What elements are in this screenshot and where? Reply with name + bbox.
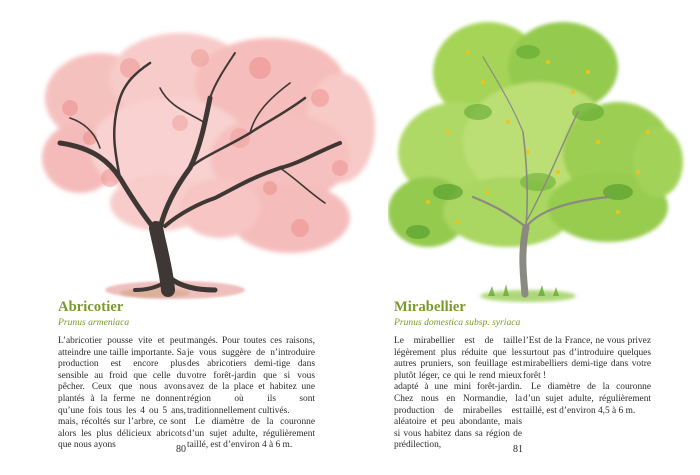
text-column-2 [187, 336, 315, 452]
text-column-2 [523, 336, 651, 417]
page-number: 80 [176, 444, 186, 455]
text-column-1 [394, 336, 522, 452]
apricot-tree-illustration [40, 28, 380, 308]
paragraph: L’abricotier pousse vite et peut atteindre une taille importante. Sa production est encore plus sensible au froid que celle du pêcher. Ceux que nous avons plantés à la ferme ne donnent qu’une fois tous les 4 ou 5 ans, mais, récoltés sur l’arbre, ce sont alors les plus délicieux abricots que nous ayons [58, 336, 186, 451]
page-number: 81 [513, 444, 523, 455]
entry-title: Mirabellier [394, 299, 466, 315]
mirabelle-tree-illustration [388, 12, 688, 304]
text-column-1 [58, 336, 186, 452]
paragraph: Le diamètre de la couronne d’un sujet adulte, régulièrement taillé, est d’environ 4,5 à 6 m. [523, 382, 651, 416]
paragraph: l’Est de la France, ne vous privez surtout pas d’introduire quelques mirabelliers demi-tige dans votre forêt ! [523, 336, 651, 381]
latin-name: Prunus armeniaca [58, 317, 130, 328]
paragraph: mangés. Pour toutes ces raisons, je vous suggère de n’introduire des abricotiers demi-tige dans votre forêt-jardin que si vous avez de la place et habitez une région où ils sont traditionnellement cultivés. [187, 336, 315, 416]
paragraph: Le mirabellier est de taille légèrement plus réduite que les autres pruniers, son feuillage est plutôt léger, ce qui le rend mieux adapté à une mini forêt-jardin. Chez nous en Normandie, la production de mirabelles est aléatoire et peu abondante, mais si vous habitez dans sa région de prédilection, [394, 336, 522, 451]
entry-title: Abricotier [58, 299, 124, 315]
latin-name: Prunus domestica subsp. syriaca [394, 317, 521, 328]
paragraph: Le diamètre de la couronne d’un sujet adulte, régulièrement taillé, est d’environ 4 à 6 m. [187, 417, 315, 451]
right-page [350, 0, 700, 475]
